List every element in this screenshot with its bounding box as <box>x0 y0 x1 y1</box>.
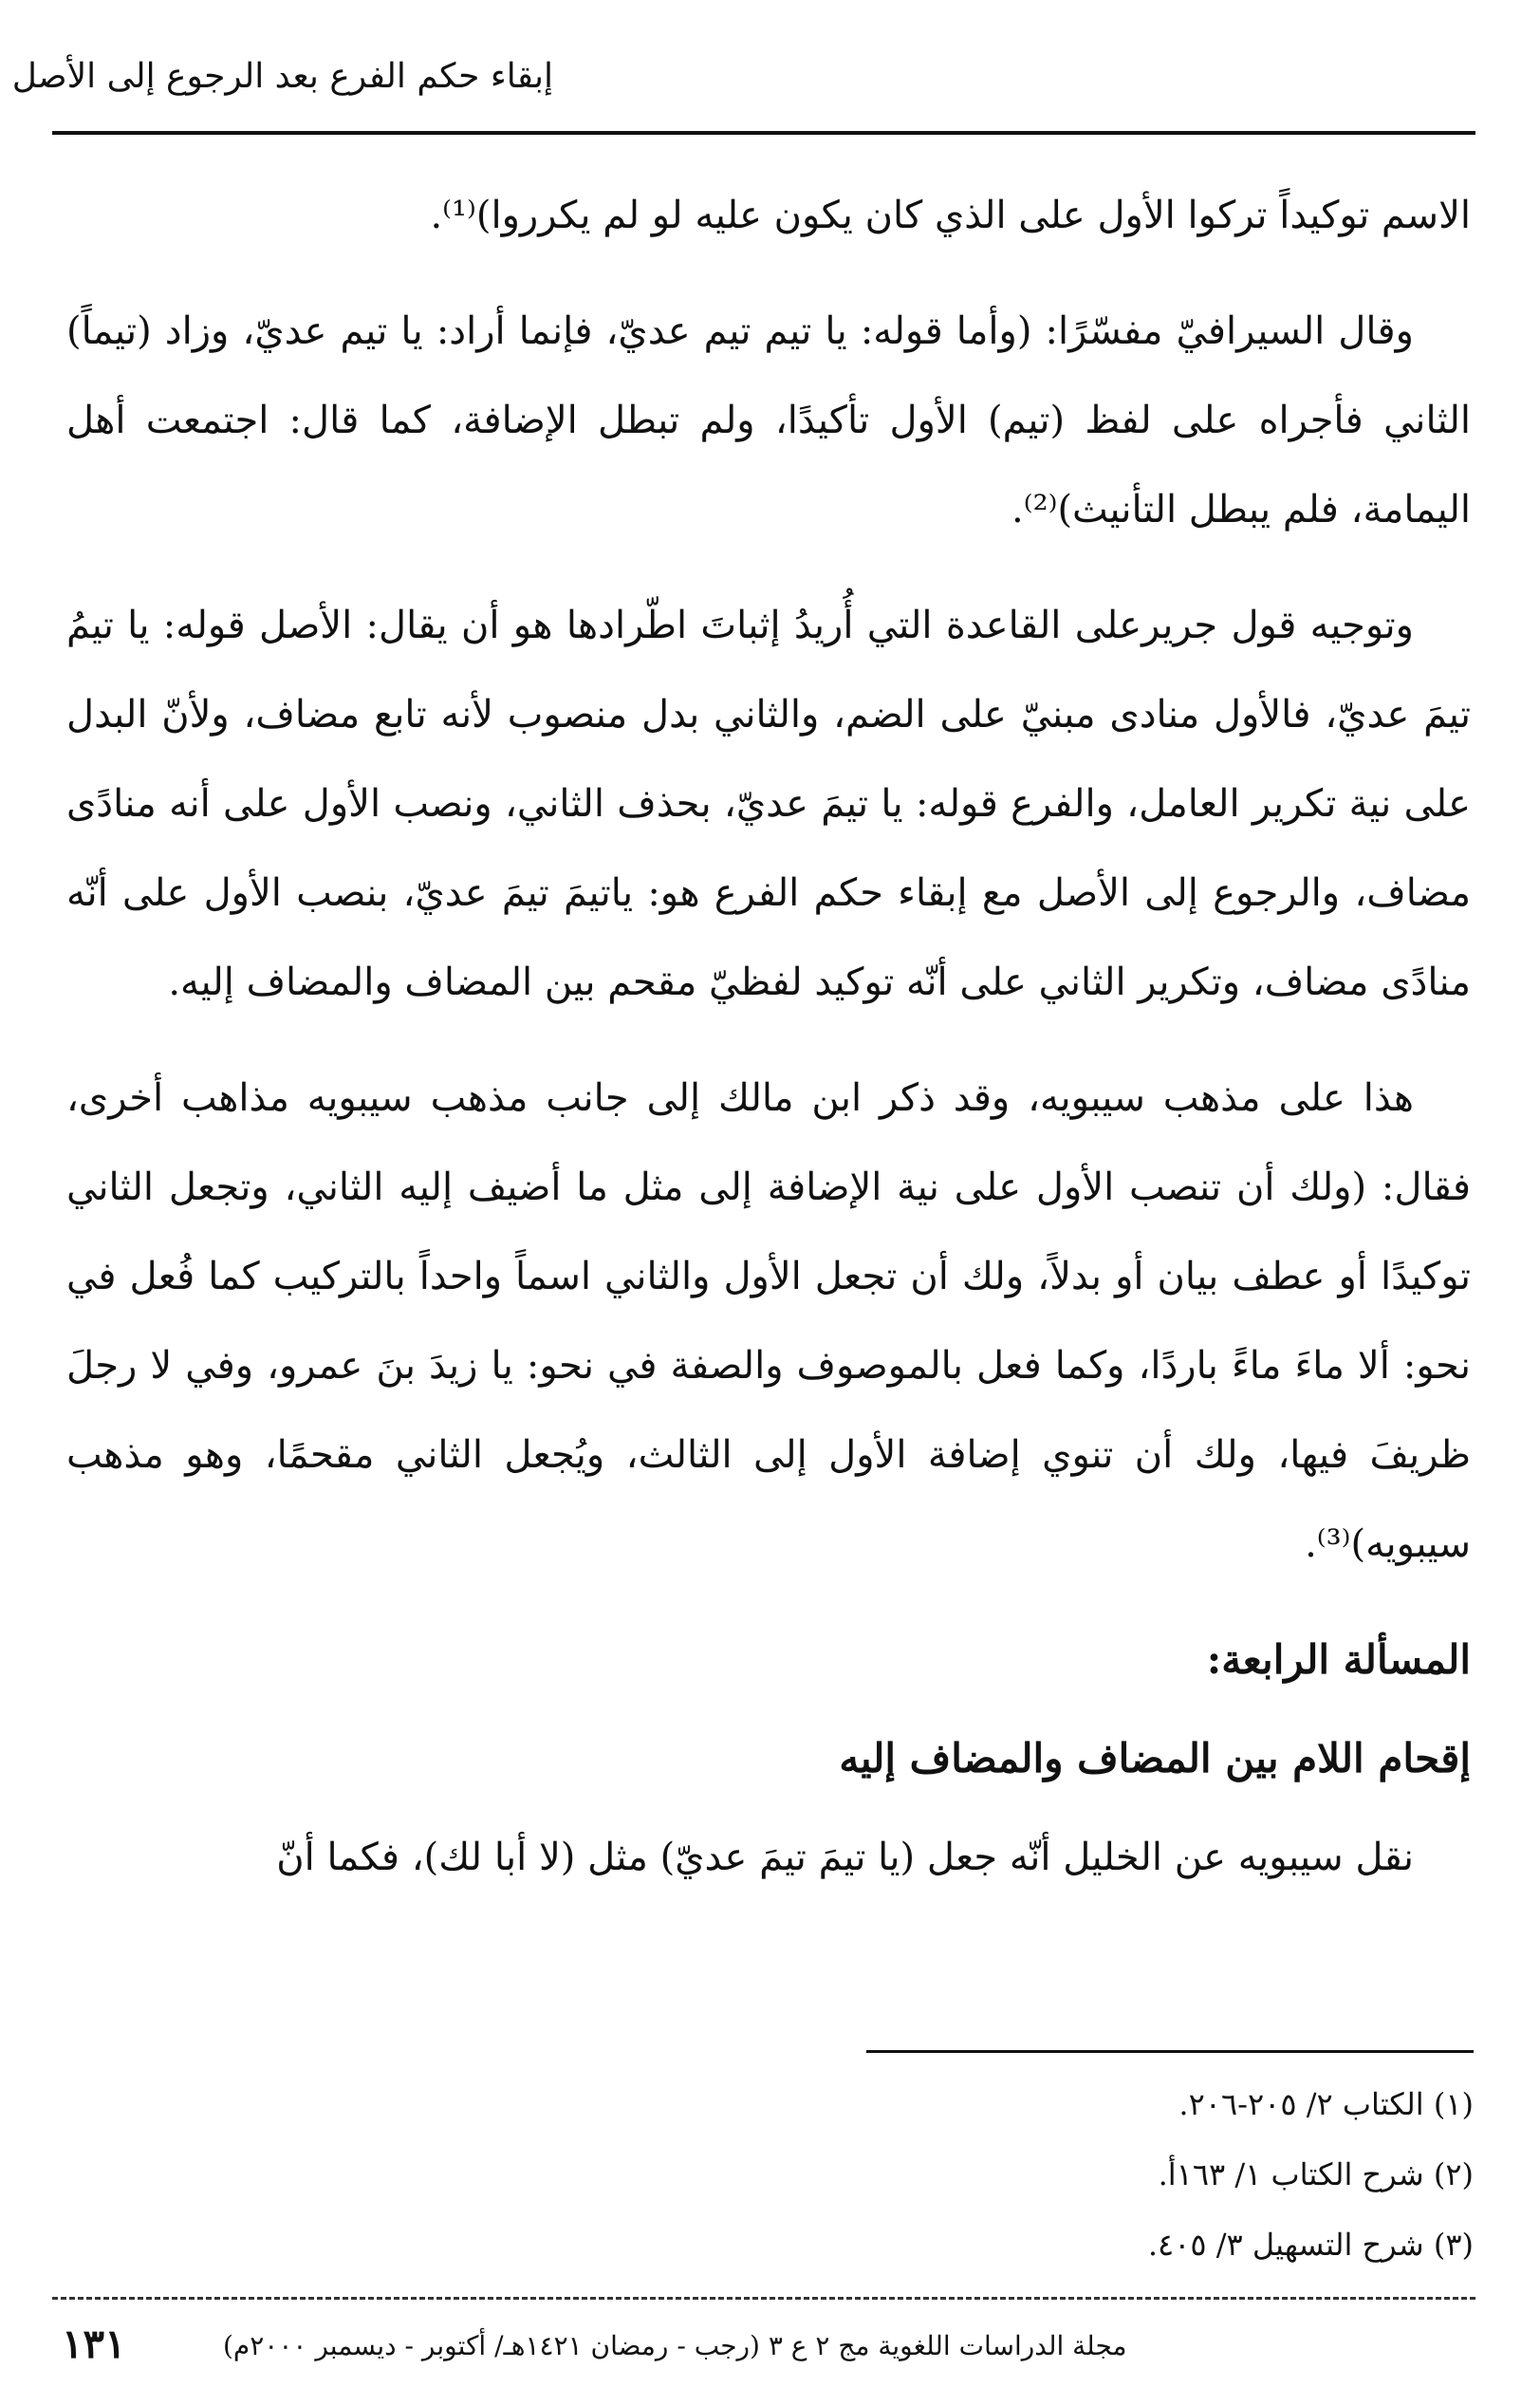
section-heading: المسألة الرابعة: <box>1206 1636 1471 1683</box>
paragraph: هذا على مذهب سيبويه، وقد ذكر ابن مالك إلى جانب مذهب سيبويه مذاهب أخرى، فقال: (ولك أن تنصب الأول على نية الإضافة إلى مثل ما أضيف إليه الثاني، وتجعل الثاني توكيدًا أو عطف بيان أو بدلاً، ولك أن تجعل الأول والثاني اسماً واحداً بالتركيب كما فُعل في نحو: ألا ماءَ ماءً باردًا، وكما فعل بالموصوف والصفة في نحو: يا زيدَ بنَ عمرو، وفي لا رجلَ ظريفَ فيها، ولك أن تنوي إضافة الأول إلى الثالث، ويُجعل الثاني مقحمًا، وهو مذهب سيبويه)⁽³⁾. <box>66 1076 1471 1566</box>
footnotes <box>620 2069 1474 2280</box>
footer-rule <box>52 2297 1475 2300</box>
paragraph: وقال السيرافيّ مفسّرًا: (وأما قوله: يا تيم تيم عديّ، فإنما أراد: يا تيم عديّ، وزاد (تيماً) الثاني فأجراه على لفظ (تيم) الأول تأكيدًا، ولم تبطل الإضافة، كما قال: اجتمعت أهل اليمامة، فلم يبطل التأنيث)⁽²⁾. <box>66 309 1471 532</box>
footnote: (٣) شرح التسهيل ٣/ ٤٠٥. <box>1147 2227 1474 2263</box>
header-rule <box>52 131 1475 135</box>
body-text <box>66 171 1471 1929</box>
journal-info: مجلة الدراسات اللغوية مج ٢ ع ٣ (رجب - رمضان ١٤٢١هـ/ أكتوبر - ديسمبر ٢٠٠٠م) <box>223 2330 1127 2361</box>
footnote: (٢) شرح الكتاب ١/ ١٦٣أ. <box>1158 2156 1474 2192</box>
footnote: (١) الكتاب ٢/ ٢٠٥-٢٠٦. <box>1178 2086 1474 2122</box>
page-number: ١٣١ <box>62 2321 126 2367</box>
footnote-rule <box>866 2050 1474 2053</box>
paragraph: نقل سيبويه عن الخليل أنّه جعل (يا تيمَ تيمَ عديّ) مثل (لا أبا لك)، فكما أنّ <box>276 1836 1414 1879</box>
paragraph: وتوجيه قول جريرعلى القاعدة التي أُريدُ إثباتَ اطّرادها هو أن يقال: الأصل قوله: يا تيمُ تيمَ عديّ، فالأول منادى مبنيّ على الضم، والثاني بدل منصوب لأنه تابع مضاف، ولأنّ البدل على نية تكرير العامل، والفرع قوله: يا تيمَ عديّ، بحذف الثاني، ونصب الأول على أنه منادًى مضاف، والرجوع إلى الأصل مع إبقاء حكم الفرع هو: ياتيمَ تيمَ عديّ، بنصب الأول على أنّه منادًى مضاف، وتكرير الثاني على أنّه توكيد لفظيّ مقحم بين المضاف والمضاف إليه. <box>66 604 1471 1004</box>
page-footer <box>52 2321 1475 2378</box>
paragraph: الاسم توكيداً تركوا الأول على الذي كان يكون عليه لو لم يكرروا)⁽¹⁾. <box>430 194 1471 237</box>
section-title: إقحام اللام بين المضاف والمضاف إليه <box>839 1735 1471 1781</box>
running-header: إبقاء حكم الفرع بعد الرجوع إلى الأصل <box>11 57 553 96</box>
